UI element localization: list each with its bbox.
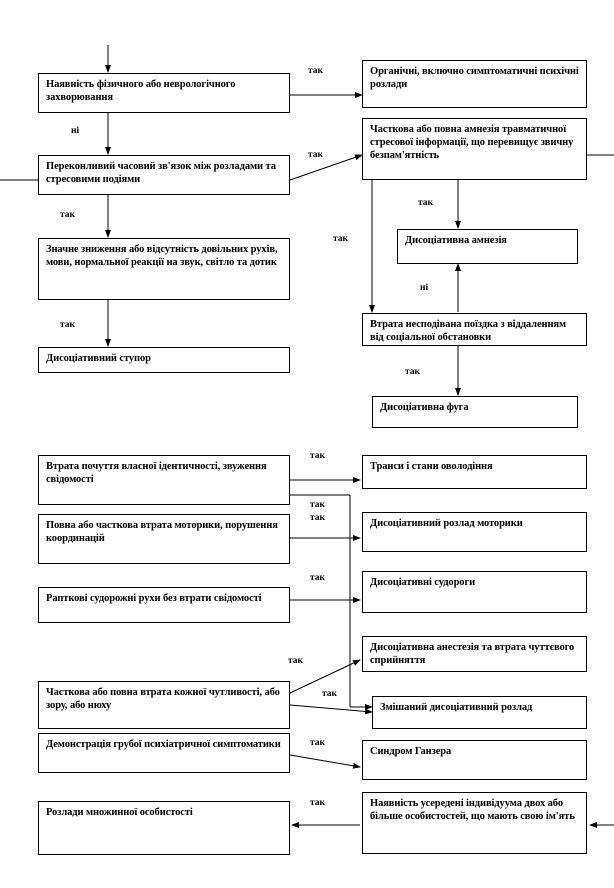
- seizure-movements-box: Рапткові судорожні рухи без втрати свідомості: [38, 587, 290, 623]
- label-yes: так: [60, 320, 76, 330]
- label-no: ні: [420, 283, 429, 293]
- label-yes: так: [310, 738, 326, 748]
- dissociative-fugue-box: Дисоціативна фуга: [372, 396, 578, 428]
- motor-loss-box: Повна або часткова втрата моторики, порушення координацій: [38, 514, 290, 564]
- reduced-movement-box: Значне зниження або відсутність довільних рухів, мови, нормальної реакції на звук, світло та дотик: [38, 238, 290, 300]
- label-yes: так: [310, 451, 326, 461]
- label-yes: так: [405, 367, 421, 377]
- trance-box: Транси і стани оволодіння: [362, 455, 587, 489]
- amnesia-criteria-box: Часткова або повна амнезія травматичної стресової інформації, що перевищує звичну безпам'ятність: [362, 118, 587, 180]
- multiple-personality-box: Розлади множинної особистості: [38, 801, 290, 855]
- psychiatric-symptoms-box: Демонстрація грубої психіатричної симптоматики: [38, 733, 290, 773]
- dissociative-stupor-box: Дисоціативний ступор: [38, 347, 290, 373]
- dissociative-amnesia-box: Дисоціативна амнезія: [397, 229, 578, 264]
- dissociative-convulsions-box: Дисоціативні судороги: [362, 571, 587, 613]
- label-yes: так: [60, 210, 76, 220]
- label-yes: так: [310, 513, 326, 523]
- multiple-personalities-criteria-box: Наявність усередені індивідуума двох або більше особистостей, що мають свою ім'ять: [362, 792, 587, 854]
- sensory-loss-box: Часткова або повна втрата кожної чутливості, або зору, або нюху: [38, 681, 290, 729]
- label-yes: так: [308, 66, 324, 76]
- stress-link-box: Переконливий часовий зв'язок між розладами та стресовими подіями: [38, 155, 290, 195]
- ganser-syndrome-box: Синдром Ганзера: [362, 740, 587, 780]
- dissociative-motor-disorder-box: Дисоціативний розлад моторики: [362, 512, 587, 552]
- physical-neurological-disease-box: Наявність фізичного або неврологічного захворювання: [38, 73, 290, 113]
- label-yes: так: [310, 573, 326, 583]
- label-no: ні: [71, 126, 80, 136]
- identity-loss-box: Втрата почуття власної ідентичності, звуження свідомості: [38, 455, 290, 505]
- label-yes: так: [308, 150, 324, 160]
- organic-disorders-box: Органічні, включно симптоматичні психічні розлади: [362, 60, 587, 108]
- dissociative-anesthesia-box: Дисоціативна анестезія та втрата чуттєвого сприйняття: [362, 636, 587, 672]
- label-yes: так: [310, 500, 326, 510]
- label-yes: так: [310, 798, 326, 808]
- label-yes: так: [322, 689, 338, 699]
- label-yes: так: [288, 656, 304, 666]
- unexpected-travel-box: Втрата несподівана поїздка з віддаленням від соціальної обстановки: [362, 313, 587, 346]
- mixed-dissociative-box: Змішаний дисоціативний розлад: [372, 696, 587, 729]
- label-yes: так: [418, 198, 434, 208]
- label-yes: так: [333, 234, 349, 244]
